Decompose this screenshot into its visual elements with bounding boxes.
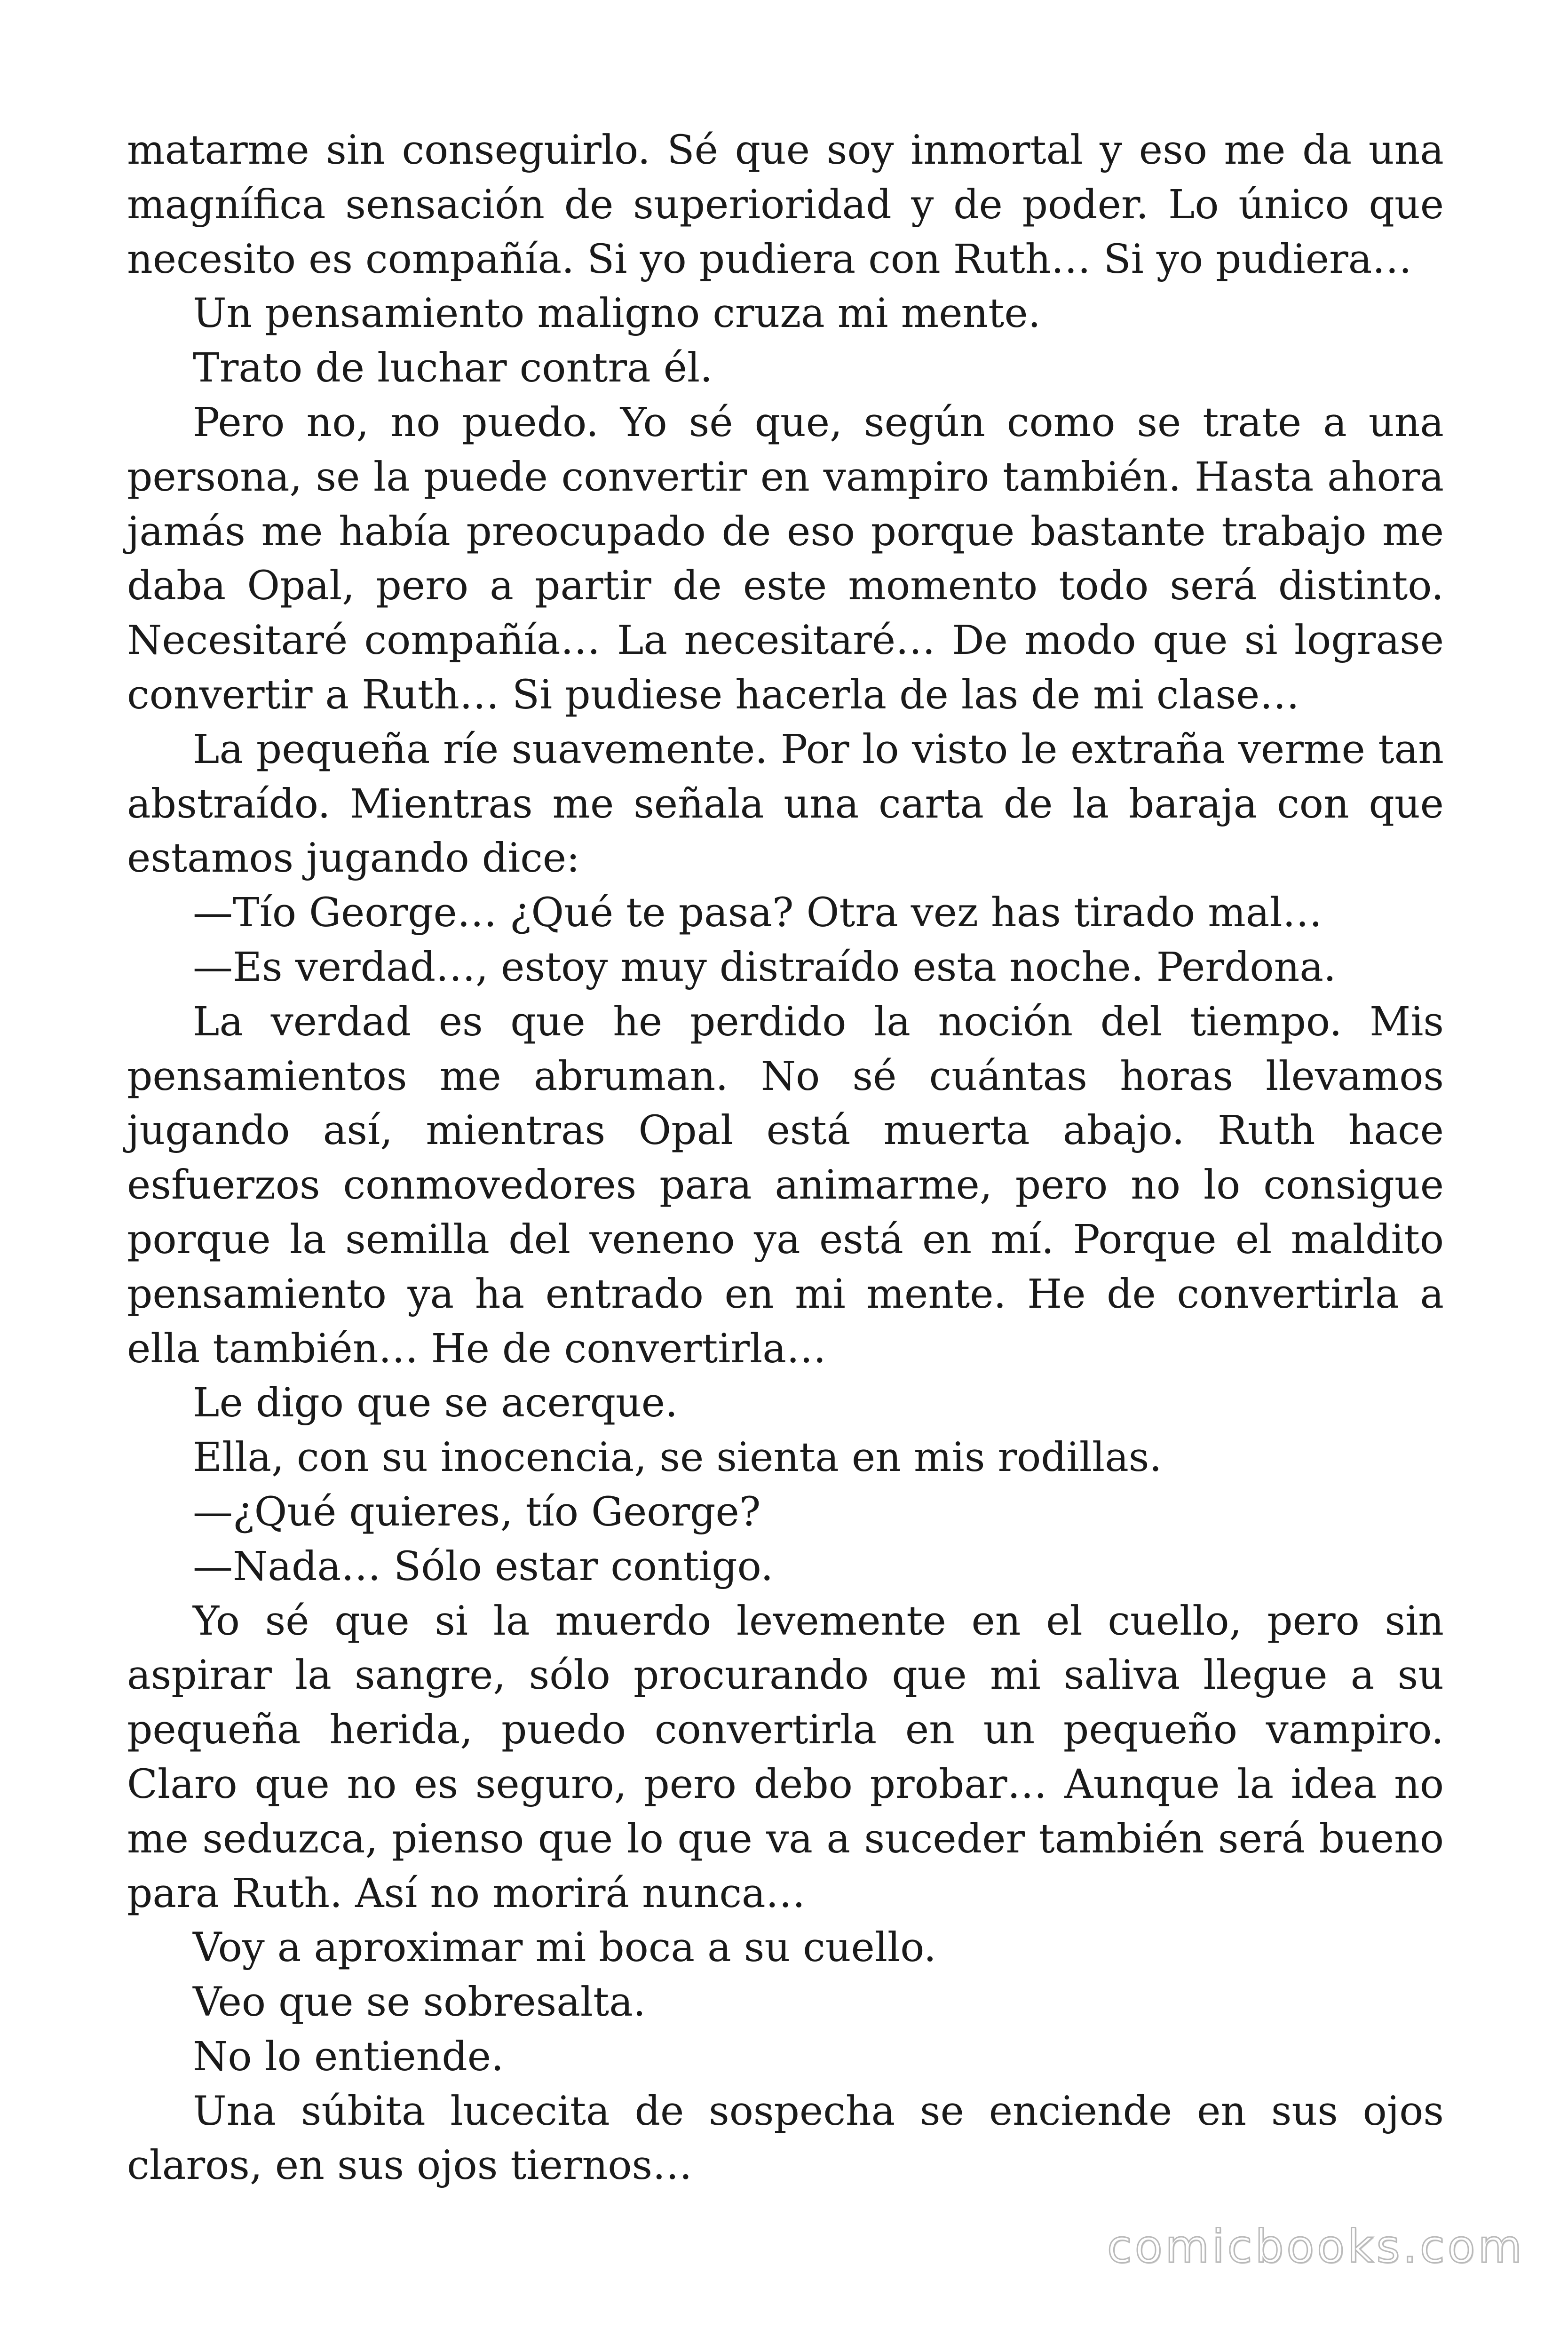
paragraph: La pequeña ríe suavemente. Por lo visto le extraña verme tan abstraído. Mientras me señala una carta de la baraja con que estamos jugando dice: — [127, 726, 1444, 882]
dialogue-line: —Tío George… ¿Qué te pasa? Otra vez has tirado mal… — [193, 890, 1323, 937]
paragraph: Ella, con su inocencia, se sienta en mis rodillas. — [193, 1434, 1162, 1481]
paragraph: Un pensamiento maligno cruza mi mente. — [193, 290, 1041, 337]
paragraph: matarme sin conseguirlo. Sé que soy inmortal y eso me da una magnífica sensación de superioridad y de poder. Lo único que necesito es compañía. Si yo pudiera con Ruth… Si yo pudiera… — [127, 127, 1444, 283]
paragraph: No lo entiende. — [193, 2033, 504, 2080]
paragraph: Yo sé que si la muerdo levemente en el cuello, pero sin aspirar la sangre, sólo procurando que mi saliva llegue a su pequeña herida, puedo convertirla en un pequeño vampiro. Claro que no es seguro, pero debo probar… Aunque la idea no me seduzca, pienso que lo que va a suceder también será bueno para Ruth. Así no morirá nunca… — [127, 1597, 1444, 1917]
paragraph: Veo que se sobresalta. — [193, 1979, 646, 2026]
paragraph: Pero no, no puedo. Yo sé que, según como se trate a una persona, se la puede convertir en vampiro también. Hasta ahora jamás me había preocupado de eso porque bastante trabajo me daba Opal, pero a partir de este momento todo será distinto. Necesitaré compañía… La necesitaré… De modo que si lograse convertir a Ruth… Si pudiese hacerla de las de mi clase… — [127, 399, 1444, 718]
dialogue-line: —Es verdad…, estoy muy distraído esta noche. Perdona. — [193, 944, 1337, 991]
watermark: comicbooks.com — [1107, 2220, 1525, 2273]
paragraph: Trato de luchar contra él. — [193, 345, 713, 392]
paragraph: Le digo que se acerque. — [193, 1380, 678, 1427]
dialogue-line: —¿Qué quieres, tío George? — [193, 1488, 761, 1535]
paragraph: Voy a aproximar mi boca a su cuello. — [193, 1924, 936, 1971]
dialogue-line: —Nada… Sólo estar contigo. — [193, 1543, 774, 1590]
page-body — [127, 123, 1444, 2193]
paragraph: La verdad es que he perdido la noción del tiempo. Mis pensamientos me abruman. No sé cuántas horas llevamos jugando así, mientras Opal está muerta abajo. Ruth hace esfuerzos conmovedores para animarme, pero no lo consigue porque la semilla del veneno ya está en mí. Porque el maldito pensamiento ya ha entrado en mi mente. He de convertirla a ella también… He de convertirla… — [127, 998, 1444, 1372]
paragraph: Una súbita lucecita de sospecha se enciende en sus ojos claros, en sus ojos tiernos… — [127, 2088, 1444, 2189]
